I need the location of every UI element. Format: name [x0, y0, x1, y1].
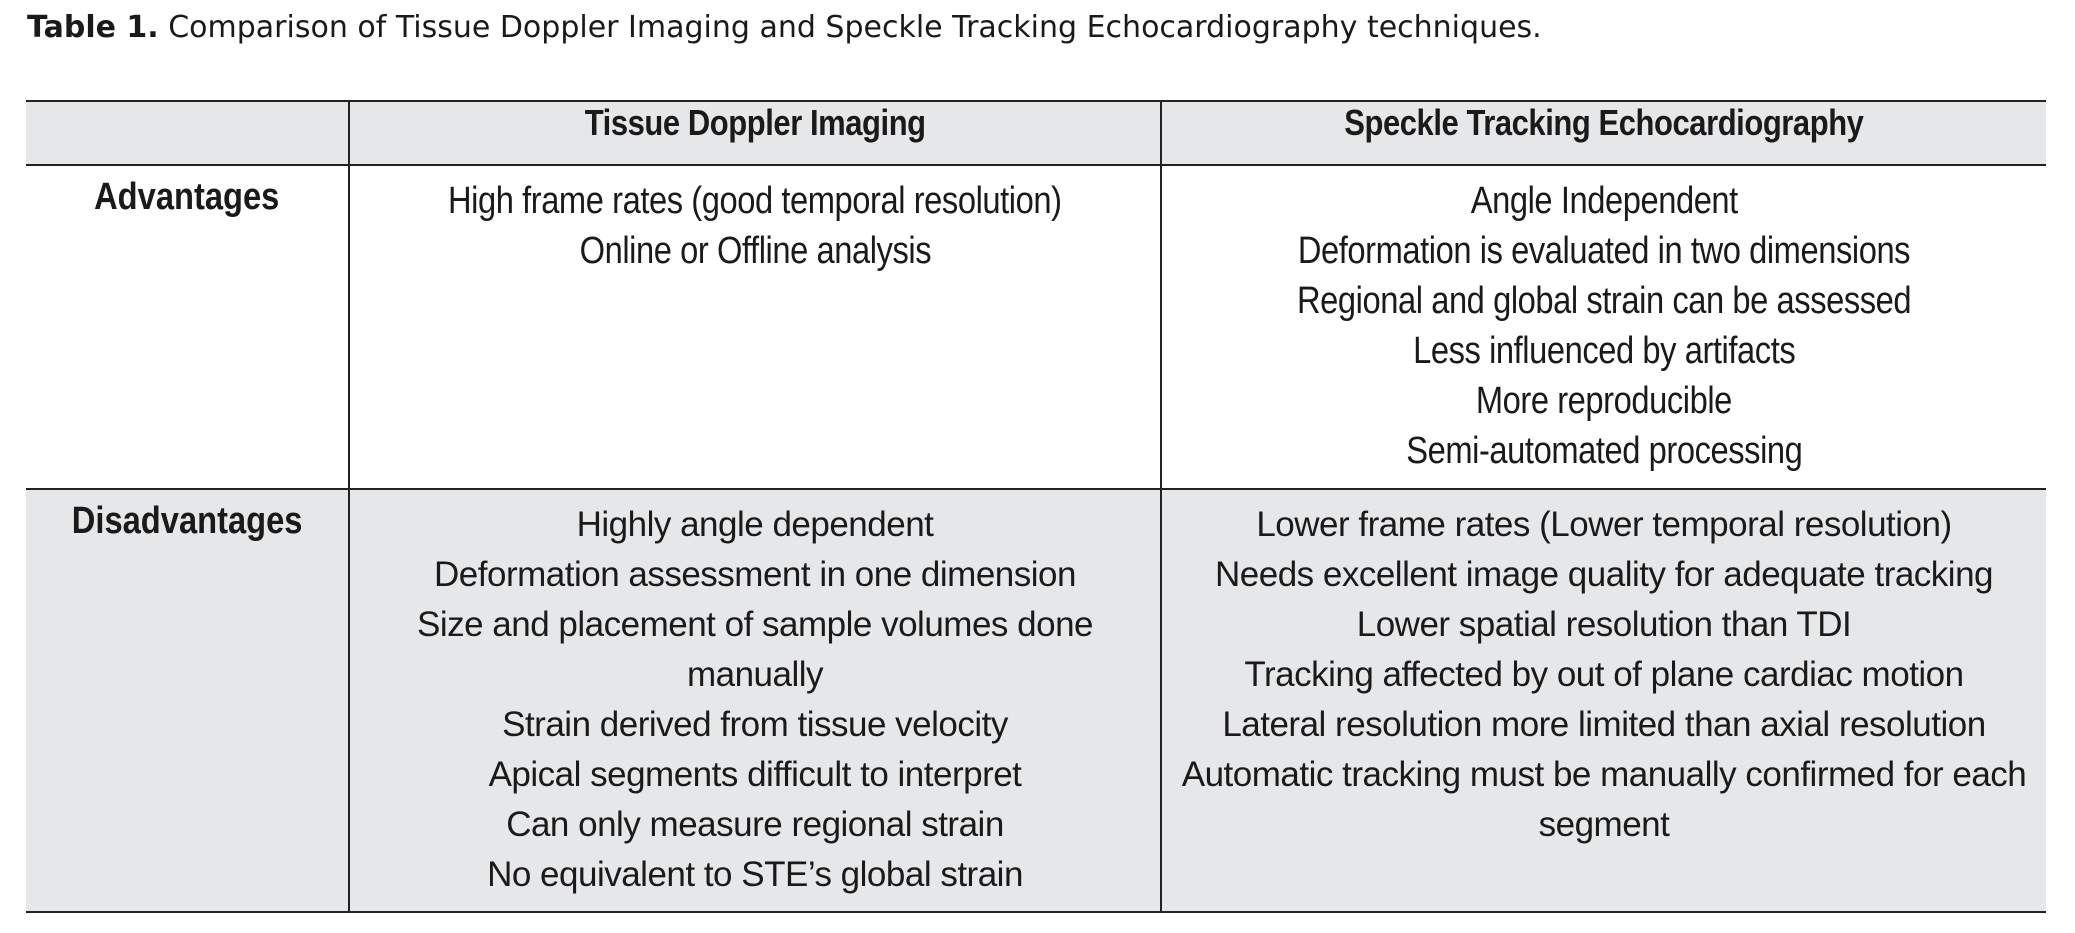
row-header-disadvantages — [26, 489, 349, 912]
list-item: Tracking affected by out of plane cardiac motion — [1244, 655, 1964, 694]
list-item: High frame rates (good temporal resolution) — [448, 180, 1062, 222]
list-item: Regional and global strain can be assessed — [1296, 280, 1912, 322]
list-item: Size and placement of sample volumes done manually — [416, 605, 1093, 694]
list-item: Automatic tracking must be manually confirmed for each segment — [1181, 755, 2027, 844]
list-item: No equivalent to STE’s global strain — [487, 855, 1023, 894]
row-header-advantages-label: Advantages — [94, 176, 280, 218]
caption-text: Comparison of Tissue Doppler Imaging and Speckle Tracking Echocardiography techniques. — [168, 10, 1542, 45]
list-item: Apical segments difficult to interpret — [488, 755, 1022, 794]
header-ste-label: Speckle Tracking Echocardiography — [1344, 102, 1864, 143]
table-row-disadvantages — [26, 489, 2046, 912]
list-disadvantages-ste — [1174, 490, 2034, 850]
header-corner-cell — [26, 101, 349, 165]
header-tdi-label: Tissue Doppler Imaging — [584, 102, 926, 143]
list-item: Deformation assessment in one dimension — [434, 555, 1076, 594]
list-item: Strain derived from tissue velocity — [502, 705, 1008, 744]
cell-disadvantages-tdi — [349, 489, 1161, 912]
list-item: Highly angle dependent — [576, 505, 934, 544]
header-tdi — [349, 101, 1161, 165]
row-header-disadvantages-label: Disadvantages — [71, 500, 303, 542]
list-item: Deformation is evaluated in two dimensions — [1297, 230, 1911, 272]
list-item: Semi-automated processing — [1405, 430, 1803, 472]
table-row-advantages — [26, 165, 2046, 489]
row-header-advantages — [26, 165, 349, 489]
table-caption — [27, 8, 1542, 48]
list-item: Online or Offline analysis — [579, 230, 931, 272]
list-item: Less influenced by artifacts — [1412, 330, 1796, 372]
cell-disadvantages-ste — [1161, 489, 2046, 912]
caption-label: Table 1. — [27, 10, 159, 45]
comparison-table — [26, 100, 2046, 913]
list-disadvantages-tdi — [405, 490, 1105, 900]
list-item: Lower frame rates (Lower temporal resolution) — [1256, 505, 1952, 544]
header-ste — [1161, 101, 2046, 165]
cell-advantages-ste — [1161, 165, 2046, 489]
list-item: Lower spatial resolution than TDI — [1356, 605, 1852, 644]
list-item: Lateral resolution more limited than axial resolution — [1222, 705, 1986, 744]
list-item: More reproducible — [1475, 380, 1733, 422]
table-header-row — [26, 101, 2046, 165]
list-item: Needs excellent image quality for adequate tracking — [1214, 555, 1994, 594]
list-item: Can only measure regional strain — [506, 805, 1004, 844]
list-item: Angle Independent — [1470, 180, 1738, 222]
list-advantages-ste — [1162, 166, 2046, 476]
cell-advantages-tdi — [349, 165, 1161, 489]
list-advantages-tdi — [350, 166, 1160, 276]
